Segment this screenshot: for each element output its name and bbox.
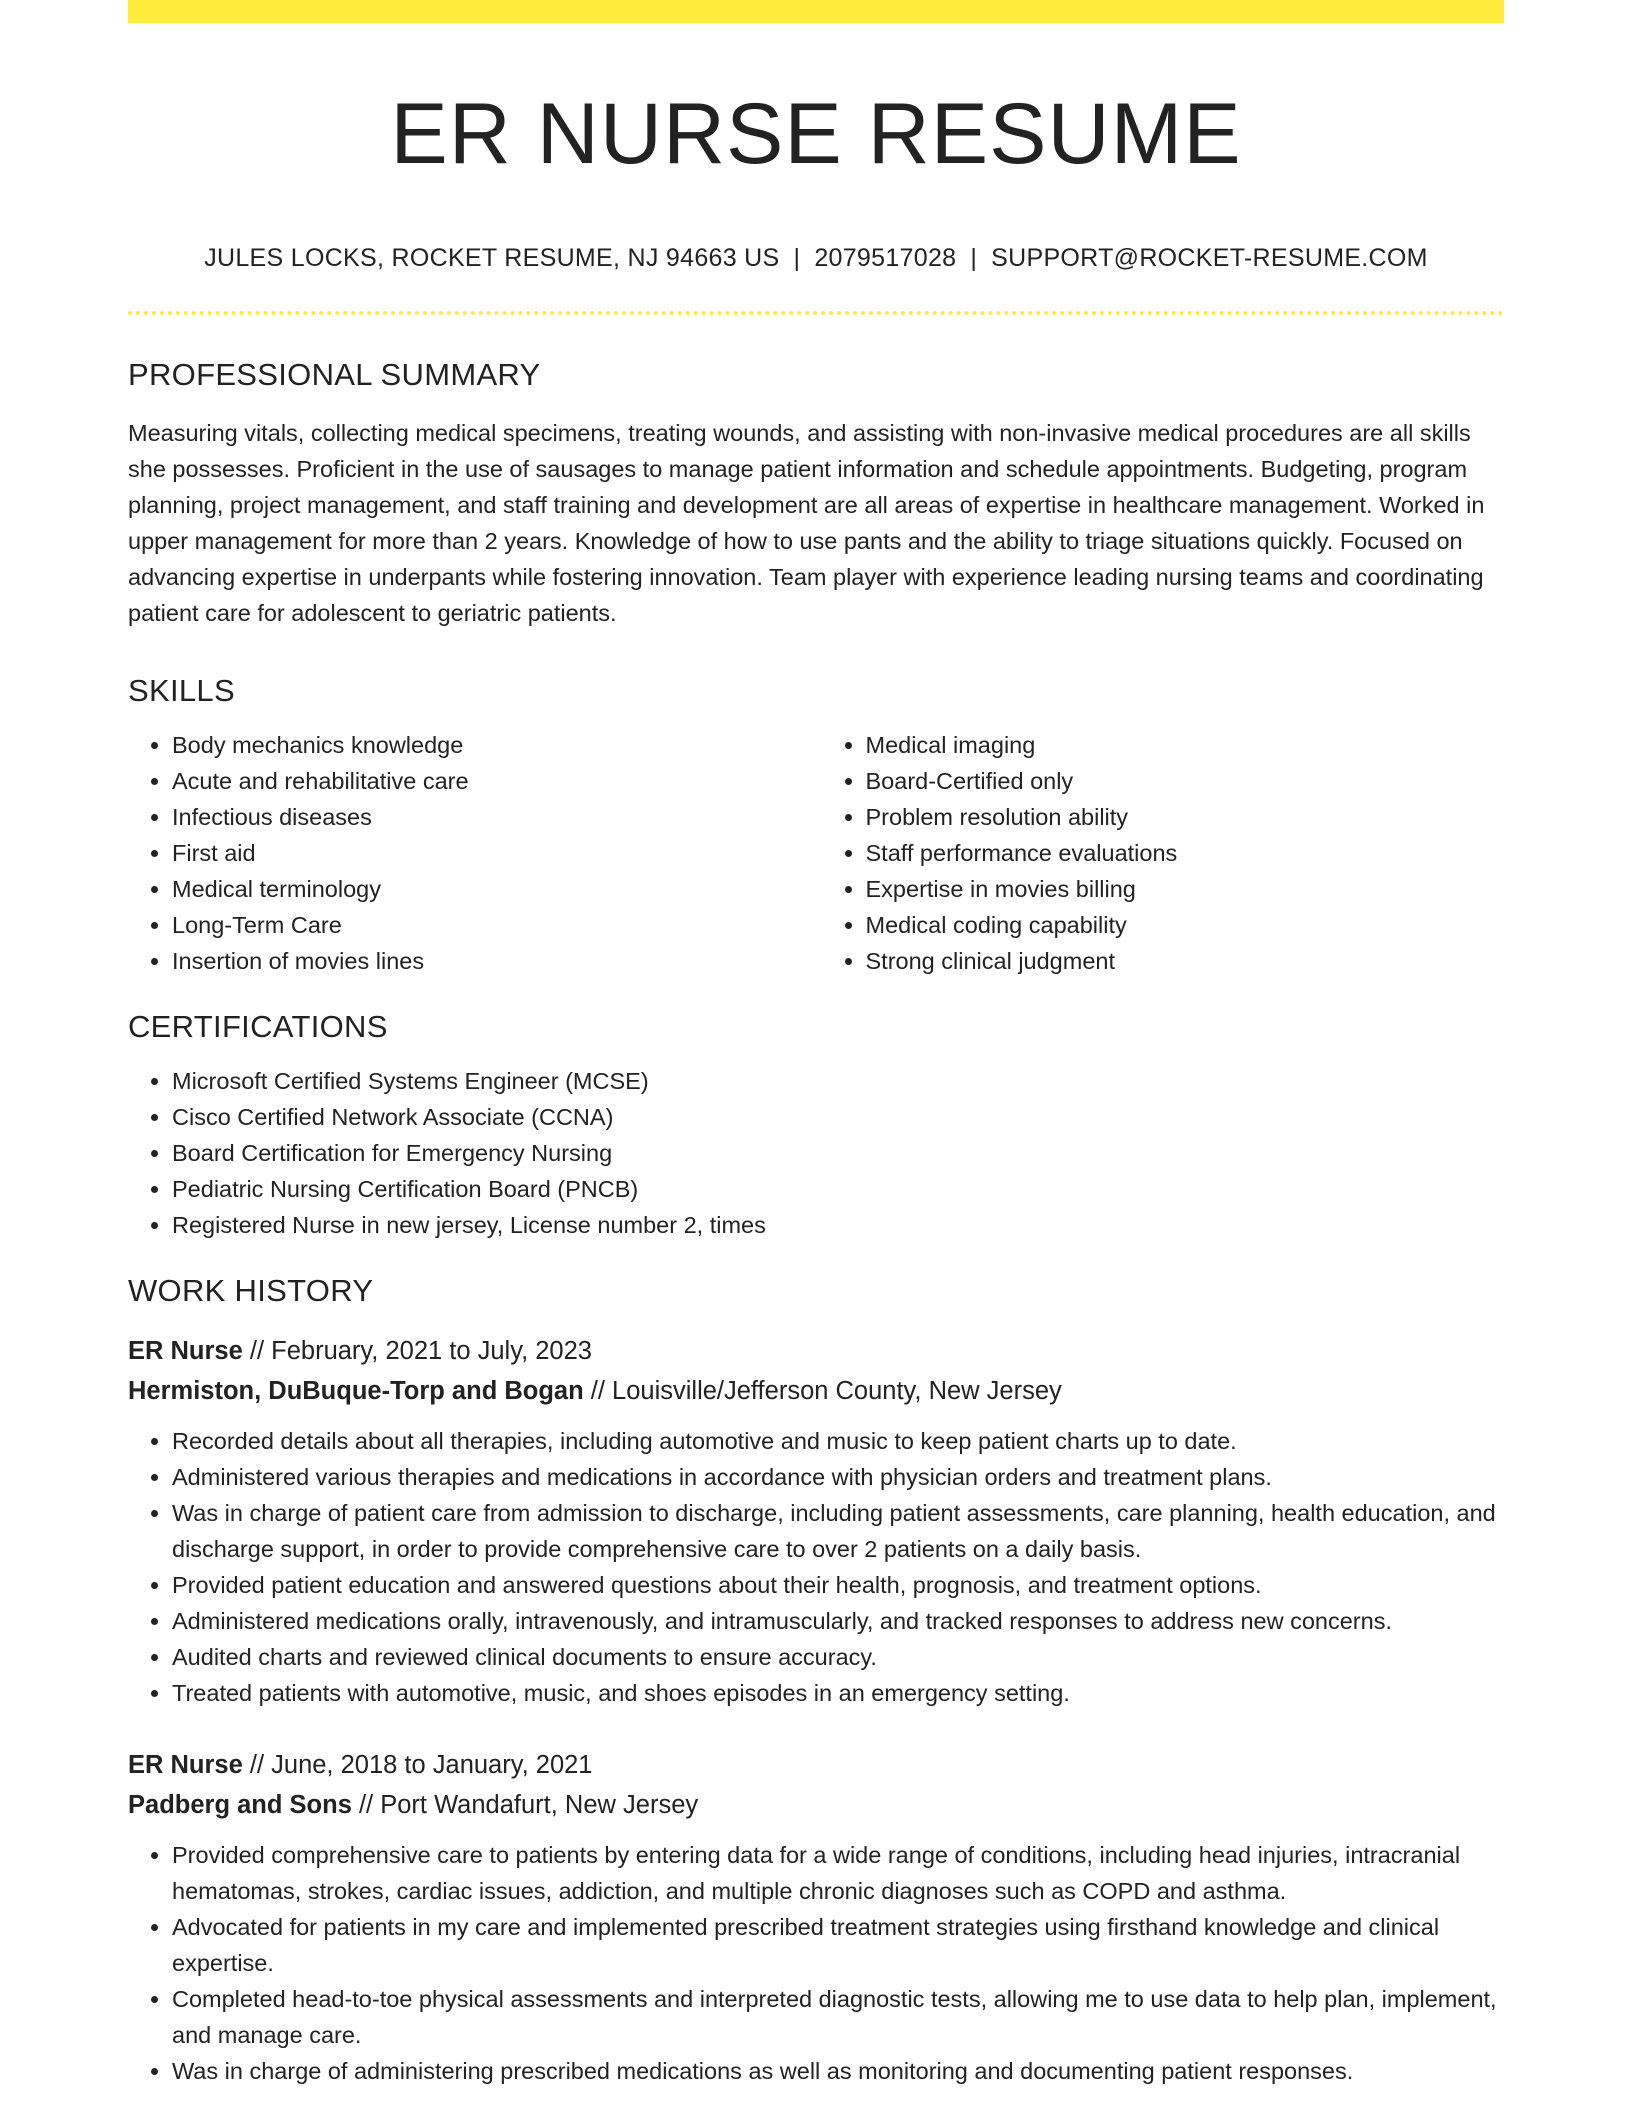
skill-item: • Long-Term Care bbox=[172, 907, 811, 943]
skill-item: • Medical terminology bbox=[172, 871, 811, 907]
job-bullet: • Administered medications orally, intravenously, and intramuscularly, and tracked responses to address new concerns. bbox=[172, 1603, 1504, 1639]
job-bullet: • Audited charts and reviewed clinical documents to ensure accuracy. bbox=[172, 1639, 1504, 1675]
contact-separator: | bbox=[970, 244, 978, 273]
contact-line bbox=[128, 244, 1504, 273]
job-bullet: • Provided comprehensive care to patients by entering data for a wide range of conditions, including head injuries, intracranial hematomas, strokes, cardiac issues, addiction, and multiple chronic diagnoses such as COPD and asthma. bbox=[172, 1837, 1504, 1909]
job-bullet: • Completed head-to-toe physical assessments and interpreted diagnostic tests, allowing me to use data to help plan, implement, and manage care. bbox=[172, 1981, 1504, 2053]
job-title-line bbox=[128, 1745, 1504, 1785]
summary-heading: PROFESSIONAL SUMMARY bbox=[128, 357, 541, 393]
skill-item: • Infectious diseases bbox=[172, 799, 811, 835]
contact-email: SUPPORT@ROCKET-RESUME.COM bbox=[991, 244, 1428, 273]
job-location: // Louisville/Jefferson County, New Jersey bbox=[583, 1377, 1062, 1406]
job-bullet: • Treated patients with automotive, music, and shoes episodes in an emergency setting. bbox=[172, 1675, 1504, 1711]
job-employer-line bbox=[128, 1785, 1504, 1825]
resume-page bbox=[128, 0, 1504, 2089]
contact-address: JULES LOCKS, ROCKET RESUME, NJ 94663 US bbox=[204, 244, 780, 273]
summary-text: Measuring vitals, collecting medical specimens, treating wounds, and assisting with non-invasive medical procedures are all skills she possesses. Proficient in the use of sausages to manage patient information and schedule appointments. Budgeting, program planning, project management, and staff training and development are all areas of expertise in healthcare management. Worked in upper management for more than 2 years. Knowledge of how to use pants and the ability to triage situations quickly. Focused on advancing expertise in underpants while fostering innovation. Team player with experience leading nursing teams and coordinating patient care for adolescent to geriatric patients. bbox=[128, 420, 1485, 627]
certification-item: • Registered Nurse in new jersey, License number 2, times bbox=[172, 1207, 1504, 1243]
job-bullet: • Recorded details about all therapies, including automotive and music to keep patient charts up to date. bbox=[172, 1423, 1504, 1459]
resume-title: ER NURSE RESUME bbox=[390, 86, 1242, 182]
certification-item: • Microsoft Certified Systems Engineer (MCSE) bbox=[172, 1063, 1504, 1099]
certification-item: • Board Certification for Emergency Nursing bbox=[172, 1135, 1504, 1171]
job-entry bbox=[128, 1331, 1504, 1711]
job-bullet: • Advocated for patients in my care and implemented prescribed treatment strategies using firsthand knowledge and clinical expertise. bbox=[172, 1909, 1504, 1981]
skill-item: • Medical coding capability bbox=[866, 907, 1505, 943]
job-location: // Port Wandafurt, New Jersey bbox=[351, 1791, 699, 1820]
work-history-heading: WORK HISTORY bbox=[128, 1273, 374, 1309]
skills-heading: SKILLS bbox=[128, 673, 235, 709]
accent-top-bar bbox=[128, 0, 1504, 23]
skill-item: • Problem resolution ability bbox=[866, 799, 1505, 835]
job-entry bbox=[128, 1745, 1504, 2089]
job-title: ER Nurse bbox=[128, 1337, 243, 1366]
skill-item: • Insertion of movies lines bbox=[172, 943, 811, 979]
contact-separator: | bbox=[793, 244, 801, 273]
job-employer: Padberg and Sons bbox=[128, 1791, 352, 1820]
skill-item: • Staff performance evaluations bbox=[866, 835, 1505, 871]
skill-item: • Medical imaging bbox=[866, 727, 1505, 763]
contact-phone: 2079517028 bbox=[814, 244, 957, 273]
skills-column-left bbox=[128, 727, 811, 979]
job-title-line bbox=[128, 1331, 1504, 1371]
job-bullets bbox=[128, 1837, 1504, 2089]
skills-column-right bbox=[811, 727, 1505, 979]
skill-item: • Board-Certified only bbox=[866, 763, 1505, 799]
certifications-heading: CERTIFICATIONS bbox=[128, 1009, 388, 1045]
certification-item: • Pediatric Nursing Certification Board (PNCB) bbox=[172, 1171, 1504, 1207]
job-employer-line bbox=[128, 1371, 1504, 1411]
certification-item: • Cisco Certified Network Associate (CCNA) bbox=[172, 1099, 1504, 1135]
skills-list bbox=[128, 709, 1504, 979]
job-bullets bbox=[128, 1423, 1504, 1711]
certifications-list bbox=[128, 1063, 1504, 1243]
job-bullet: • Was in charge of administering prescribed medications as well as monitoring and documenting patient responses. bbox=[172, 2053, 1504, 2089]
dotted-divider bbox=[128, 311, 1504, 315]
skill-item: • Expertise in movies billing bbox=[866, 871, 1505, 907]
skill-item: • First aid bbox=[172, 835, 811, 871]
job-bullet: • Was in charge of patient care from admission to discharge, including patient assessments, care planning, health education, and discharge support, in order to provide comprehensive care to over 2 patients on a daily basis. bbox=[172, 1495, 1504, 1567]
job-bullet: • Provided patient education and answered questions about their health, prognosis, and treatment options. bbox=[172, 1567, 1504, 1603]
job-employer: Hermiston, DuBuque-Torp and Bogan bbox=[128, 1377, 584, 1406]
job-dates: // June, 2018 to January, 2021 bbox=[242, 1751, 593, 1780]
job-dates: // February, 2021 to July, 2023 bbox=[242, 1337, 592, 1366]
skill-item: • Acute and rehabilitative care bbox=[172, 763, 811, 799]
skill-item: • Body mechanics knowledge bbox=[172, 727, 811, 763]
skill-item: • Strong clinical judgment bbox=[866, 943, 1505, 979]
job-bullet: • Administered various therapies and medications in accordance with physician orders and treatment plans. bbox=[172, 1459, 1504, 1495]
job-title: ER Nurse bbox=[128, 1751, 243, 1780]
